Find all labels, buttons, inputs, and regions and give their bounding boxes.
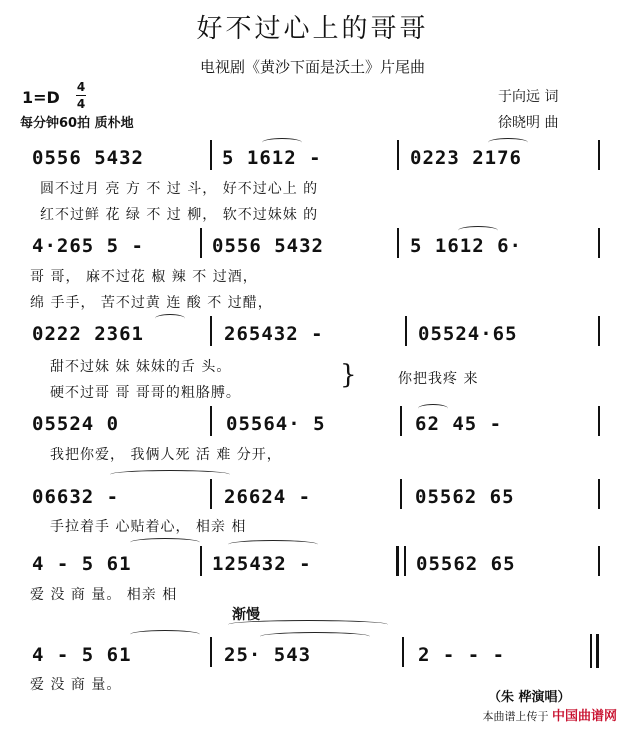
lyric-line: 圆不过月 亮 方 不 过 斗， 好不过心上 的 xyxy=(40,181,319,197)
lyricist-credit: 于向远 词 xyxy=(498,89,559,105)
measure: 62 45 - xyxy=(415,413,503,435)
key-signature: 1=D xyxy=(22,88,60,107)
lyric-line: 我把你爱， 我俩人死 活 难 分开， xyxy=(50,447,282,463)
measure: 0222 2361 xyxy=(32,323,144,345)
lyric-line: 手拉着手 心贴着心， 相亲 相 xyxy=(50,519,247,535)
measure: 26624 - xyxy=(224,486,312,508)
site-logo: 中国曲谱网 xyxy=(551,709,617,724)
measure: 25· 543 xyxy=(224,644,312,666)
singer-credit: （朱 桦演唱） xyxy=(488,690,571,705)
song-subtitle: 电视剧《黄沙下面是沃土》片尾曲 xyxy=(199,58,425,76)
measure: 0556 5432 xyxy=(212,235,324,257)
lyric-line: 爱 没 商 量。 相亲 相 xyxy=(30,587,178,603)
measure: 125432 - xyxy=(212,553,312,575)
watermark xyxy=(482,705,617,724)
measure: 05524·65 xyxy=(418,323,518,345)
measure: 5 1612 6· xyxy=(410,235,522,257)
lyric-line: 硬不过哥 哥 哥哥的粗胳膊。 xyxy=(50,385,241,401)
lyric-line: 爱 没 商 量。 xyxy=(30,677,122,693)
time-signature-top: 4 xyxy=(76,80,86,94)
measure: 4 - 5 61 xyxy=(32,644,132,666)
measure: 2 - - - xyxy=(418,644,506,666)
lyric-line: 绵 手手， 苦不过黄 连 酸 不 过醋， xyxy=(30,295,273,311)
measure: 5 1612 - xyxy=(222,147,322,169)
measure: 0556 5432 xyxy=(32,147,144,169)
ritardando-marking: 渐慢 xyxy=(232,607,260,623)
measure: 05564· 5 xyxy=(226,413,326,435)
lyric-line: 你把我疼 来 xyxy=(398,371,479,387)
measure: 05562 65 xyxy=(415,486,515,508)
measure: 06632 - xyxy=(32,486,120,508)
measure: 05562 65 xyxy=(416,553,516,575)
measure: 265432 - xyxy=(224,323,324,345)
lyric-line: 哥 哥， 麻不过花 椒 辣 不 过酒， xyxy=(30,269,258,285)
composer-credit: 徐晓明 曲 xyxy=(498,115,559,131)
measure: 0223 2176 xyxy=(410,147,522,169)
song-title: 好不过心上的哥哥 xyxy=(196,14,429,44)
measure: 4 - 5 61 xyxy=(32,553,132,575)
measure: 4·265 5 - xyxy=(32,235,144,257)
lyric-line: 红不过鲜 花 绿 不 过 柳， 软不过妹妹 的 xyxy=(40,207,319,223)
time-signature-bottom: 4 xyxy=(76,97,86,111)
tempo-marking: 每分钟60拍 质朴地 xyxy=(20,116,134,131)
repeat-brace: } xyxy=(340,360,357,390)
time-signature xyxy=(76,80,86,111)
footer-text: 本曲谱上传于 xyxy=(482,710,549,723)
lyric-line: 甜不过妹 妹 妹妹的舌 头。 xyxy=(50,359,232,375)
measure: 05524 0 xyxy=(32,413,120,435)
